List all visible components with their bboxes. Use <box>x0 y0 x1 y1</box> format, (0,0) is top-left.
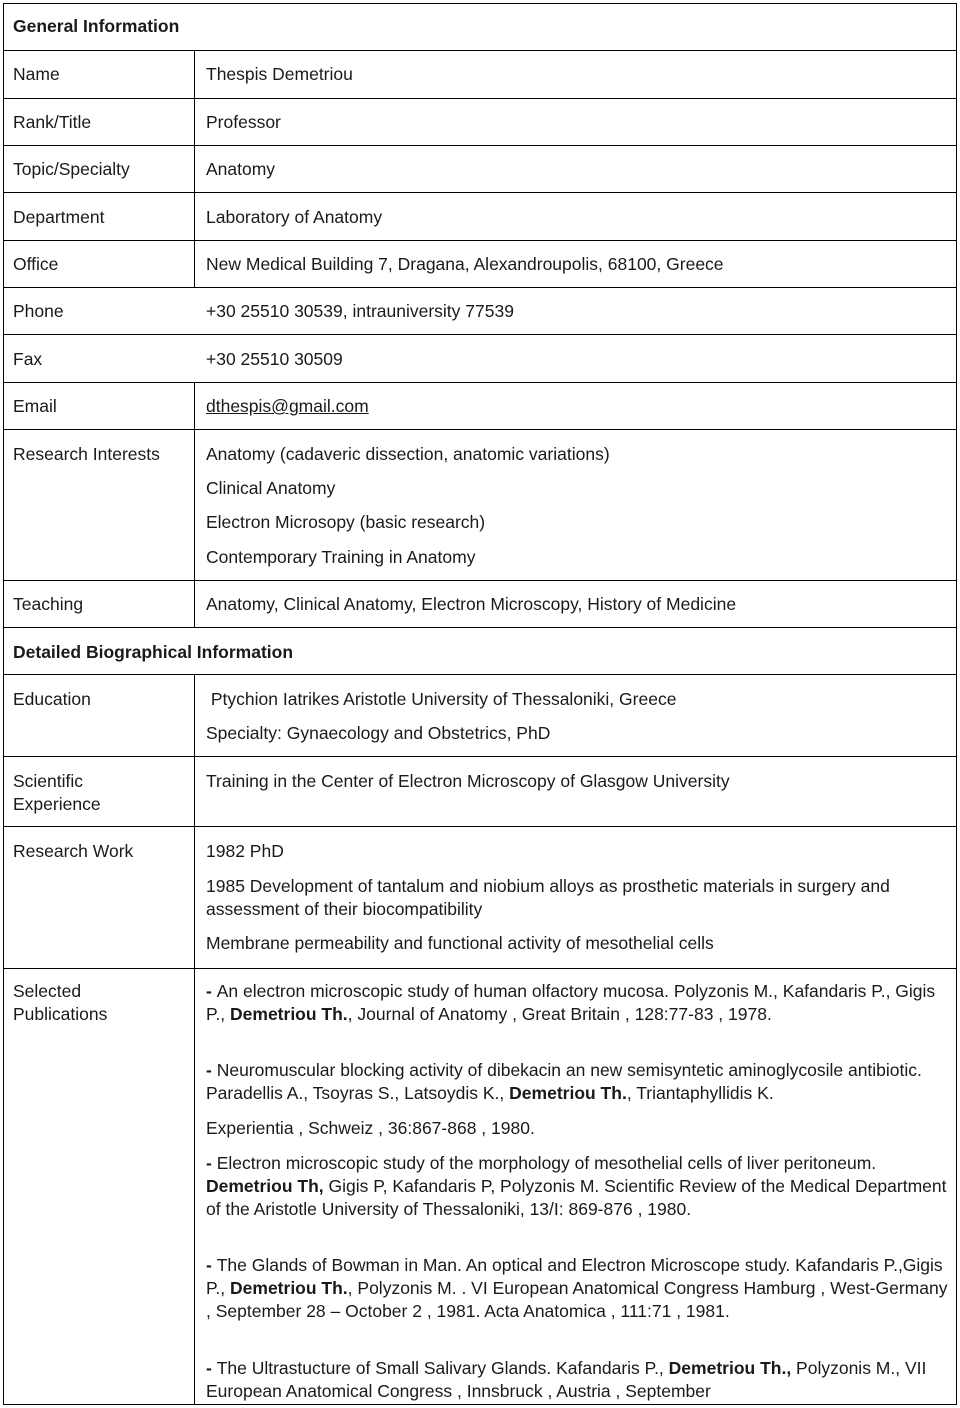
publication-author-highlight: Demetriou Th. <box>230 1278 348 1298</box>
phone-label: Phone <box>13 301 64 321</box>
research-work-label: Research Work <box>13 841 134 861</box>
column-divider <box>194 50 195 287</box>
publication-author-highlight: Demetriou Th., <box>668 1358 792 1378</box>
topic-value: Anatomy <box>206 159 276 179</box>
publications-label: Selected <box>13 981 82 1001</box>
publication-dash: - <box>206 1255 217 1275</box>
research-work-item: 1982 PhD <box>206 841 284 861</box>
research-work-item: Membrane permeability and functional activity of mesothelial cells <box>206 933 714 953</box>
publication-text: Polyzonis M., VII European Anatomical Congress , Innsbruck , Austria , September <box>206 1358 927 1401</box>
publication-text: The Glands of Bowman in Man. An optical and Electron Microscope study. Kafandaris P.,Gigis P., <box>206 1255 943 1298</box>
education-item: Specialty: Gynaecology and Obstetrics, PhD <box>206 723 551 743</box>
research-interests-label: Research Interests <box>13 444 160 464</box>
publication-text: Gigis P, Kafandaris P, Polyzonis M. Scientific Review of the Medical Department of the Aristotle University of Thessaloniki, 13/I: 869-876 , 1980. <box>206 1176 947 1219</box>
row-divider <box>4 580 956 581</box>
row-divider <box>4 627 956 628</box>
publication-dash: - <box>206 1358 217 1378</box>
fax-value: +30 25510 30509 <box>206 349 343 369</box>
rank-value: Professor <box>206 112 281 132</box>
row-divider <box>4 145 956 146</box>
research-interest-item: Electron Microsopy (basic research) <box>206 512 486 532</box>
scientific-label: Scientific <box>13 771 84 791</box>
department-label: Department <box>13 207 105 227</box>
row-divider <box>4 192 956 193</box>
rank-label: Rank/Title <box>13 112 92 132</box>
row-divider <box>4 98 956 99</box>
column-divider <box>194 674 195 1405</box>
row-divider <box>4 334 956 335</box>
publication-text: , Journal of Anatomy , Great Britain , 128:77-83 , 1978. <box>347 1004 772 1024</box>
publication-dash: - <box>206 1153 217 1173</box>
row-divider <box>4 429 956 430</box>
research-interest-item: Contemporary Training in Anatomy <box>206 547 476 567</box>
publication-text: Electron microscopic study of the morphology of mesothelial cells of liver peritoneum. <box>216 1153 877 1173</box>
publication-text: , Polyzonis M. . VI European Anatomical Congress Hamburg , West-Germany , September 28 – October 2 , 1981. Acta Anatomica , 111:71 , 1981. <box>206 1278 948 1321</box>
publication-text: An electron microscopic study of human olfactory mucosa. Polyzonis M., Kafandaris P., Gigis P., <box>206 981 936 1024</box>
publication-author-highlight: Demetriou Th, <box>206 1176 324 1196</box>
department-value: Laboratory of Anatomy <box>206 207 383 227</box>
row-divider <box>4 674 956 675</box>
email-label: Email <box>13 396 57 416</box>
topic-label: Topic/Specialty <box>13 159 130 179</box>
publications-label-line2: Publications <box>13 1004 108 1024</box>
name-value: Thespis Demetriou <box>206 64 353 84</box>
publication-text: Neuromuscular blocking activity of dibekacin an new semisyntetic aminoglycosile antibiotic. Paradellis A., Tsoyras S., Latsoydis K., <box>206 1060 922 1103</box>
research-work-item: 1985 Development of tantalum and niobium alloys as prosthetic materials in surgery and assessment of their biocompatibility <box>206 876 890 919</box>
row-divider <box>4 968 956 969</box>
publication-item <box>206 1357 951 1403</box>
name-label: Name <box>13 64 60 84</box>
column-divider <box>194 382 195 627</box>
publication-dash: - <box>206 981 217 1001</box>
publication-item <box>206 1059 951 1105</box>
education-item: Ptychion Iatrikes Aristotle University of Thessaloniki, Greece <box>206 689 677 709</box>
publication-continuation: Experientia , Schweiz , 36:867-868 , 1980. <box>206 1118 535 1138</box>
row-divider <box>4 287 956 288</box>
scientific-label-line2: Experience <box>13 794 101 814</box>
teaching-value: Anatomy, Clinical Anatomy, Electron Microscopy, History of Medicine <box>206 594 737 614</box>
office-value: New Medical Building 7, Dragana, Alexandroupolis, 68100, Greece <box>206 254 724 274</box>
publication-dash: - <box>206 1060 217 1080</box>
publication-text: The Ultrastucture of Small Salivary Glands. Kafandaris P., <box>216 1358 669 1378</box>
row-divider <box>4 240 956 241</box>
publication-item <box>206 980 951 1026</box>
section-title-detailed: Detailed Biographical Information <box>13 642 294 662</box>
publication-author-highlight: Demetriou Th. <box>509 1083 627 1103</box>
education-label: Education <box>13 689 91 709</box>
teaching-label: Teaching <box>13 594 84 614</box>
row-divider <box>4 382 956 383</box>
row-divider <box>4 826 956 827</box>
section-title-general: General Information <box>13 16 180 36</box>
scientific-value: Training in the Center of Electron Microscopy of Glasgow University <box>206 771 730 791</box>
email-link[interactable]: dthespis@gmail.com <box>206 396 369 416</box>
publication-item <box>206 1254 951 1323</box>
row-divider <box>4 756 956 757</box>
publication-author-highlight: Demetriou Th. <box>230 1004 348 1024</box>
publication-item <box>206 1152 951 1221</box>
research-interest-item: Clinical Anatomy <box>206 478 336 498</box>
fax-label: Fax <box>13 349 43 369</box>
office-label: Office <box>13 254 59 274</box>
row-divider <box>4 50 956 51</box>
phone-value: +30 25510 30539, intrauniversity 77539 <box>206 301 514 321</box>
research-interest-item: Anatomy (cadaveric dissection, anatomic variations) <box>206 444 610 464</box>
cv-document <box>3 3 957 1405</box>
publication-text: , Triantaphyllidis K. <box>626 1083 774 1103</box>
